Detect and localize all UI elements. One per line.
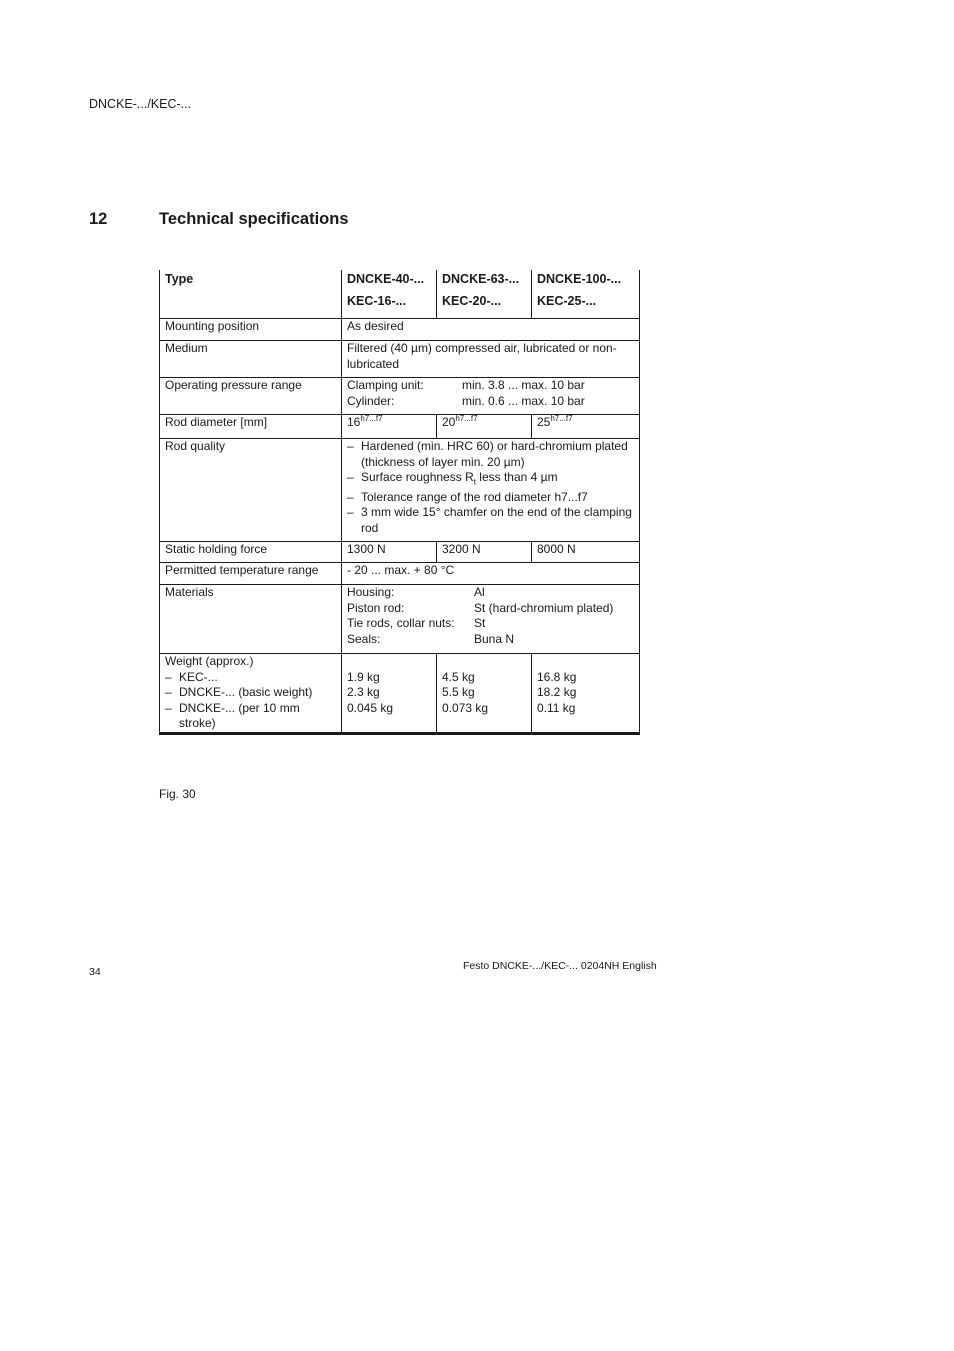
header-col-2-line1: DNCKE-63-... — [442, 272, 520, 286]
weight-value: 0.073 kg — [442, 700, 489, 715]
pair-value: St (hard-chromium plated) — [474, 600, 614, 615]
row-value — [342, 585, 640, 654]
list-item-text: Surface roughness R — [361, 470, 474, 484]
rod-diameter-base: 25 — [537, 415, 551, 429]
document-header: DNCKE-.../KEC-... — [89, 97, 192, 111]
list-item — [347, 470, 634, 490]
list-item: – DNCKE-... (basic weight) — [165, 685, 336, 701]
rod-diameter-2 — [437, 415, 532, 439]
table-row-rod-quality — [160, 439, 640, 542]
header-col-1-line1: DNCKE-40-... — [347, 272, 425, 286]
row-label: Operating pressure range — [160, 378, 342, 415]
pair-value: Al — [474, 585, 485, 599]
header-col-2-line2: KEC-20-... — [442, 294, 502, 308]
row-value: - 20 ... max. + 80 °C — [342, 563, 640, 585]
rod-quality-list — [347, 439, 634, 536]
footer-text: Festo DNCKE-.../KEC-... 0204NH English — [463, 960, 657, 972]
rod-diameter-1 — [342, 415, 437, 439]
row-label — [160, 654, 342, 734]
list-item-text: less than 4 µm — [475, 470, 558, 484]
section-number: 12 — [89, 210, 108, 228]
rod-diameter-tolerance: h7...f7 — [550, 414, 573, 423]
pair-value: min. 0.6 ... max. 10 bar — [462, 393, 585, 408]
header-col-2 — [437, 270, 532, 319]
row-label: Permitted temperature range — [160, 563, 342, 585]
weight-col-3 — [532, 654, 640, 734]
table-row-rod-diameter — [160, 415, 640, 439]
list-item: – DNCKE-... (per 10 mm stroke) — [165, 701, 336, 732]
table-row-holding-force — [160, 542, 640, 563]
table-header-row — [160, 270, 640, 319]
table-row-pressure — [160, 378, 640, 415]
row-label: Static holding force — [160, 542, 342, 563]
row-value: As desired — [342, 319, 640, 341]
pair-value: St — [474, 616, 486, 630]
pair-key: Seals: — [347, 631, 381, 646]
pressure-cylinder — [347, 394, 634, 410]
rod-diameter-base: 20 — [442, 415, 456, 429]
weight-sub-labels — [165, 670, 336, 732]
header-col-1-line2: KEC-16-... — [347, 294, 407, 308]
pair-value: min. 3.8 ... max. 10 bar — [462, 378, 585, 392]
pressure-clamping — [347, 378, 634, 394]
section-title: Technical specifications — [159, 210, 349, 228]
figure-caption: Fig. 30 — [159, 787, 196, 801]
row-label: Medium — [160, 341, 342, 378]
list-item: – Tolerance range of the rod diameter h7...f7 — [347, 490, 634, 506]
rod-diameter-tolerance: h7...f7 — [455, 414, 478, 423]
row-value: Filtered (40 µm) compressed air, lubricated or non-lubricated — [342, 341, 640, 378]
table-row-medium — [160, 341, 640, 378]
rod-diameter-3 — [532, 415, 640, 439]
holding-force-3: 8000 N — [532, 542, 640, 563]
row-label: Rod quality — [160, 439, 342, 542]
material-pair — [347, 632, 634, 648]
header-type-label: Type — [165, 272, 194, 286]
pair-key: Piston rod: — [347, 600, 405, 615]
header-col-3 — [532, 270, 640, 319]
header-col-1 — [342, 270, 437, 319]
holding-force-1: 1300 N — [342, 542, 437, 563]
weight-label: Weight (approx.) — [165, 654, 254, 668]
row-value — [342, 439, 640, 542]
table-row-mounting — [160, 319, 640, 341]
list-item: – Hardened (min. HRC 60) or hard-chromium plated (thickness of layer min. 20 µm) — [347, 439, 634, 470]
table-row-materials — [160, 585, 640, 654]
weight-value: 0.045 kg — [347, 700, 394, 715]
list-item: – 3 mm wide 15° chamfer on the end of the clamping rod — [347, 505, 634, 536]
material-pair — [347, 616, 634, 632]
list-item-subscript: t — [473, 477, 476, 487]
header-type — [160, 270, 342, 319]
weight-value: 16.8 kg — [537, 669, 577, 684]
weight-col-2 — [437, 654, 532, 734]
row-label: Mounting position — [160, 319, 342, 341]
pair-key: Cylinder: — [347, 393, 395, 408]
material-pair — [347, 601, 634, 617]
list-item: – KEC-... — [165, 670, 336, 686]
row-value — [342, 378, 640, 415]
holding-force-2: 3200 N — [437, 542, 532, 563]
pair-key: Clamping unit: — [347, 378, 424, 392]
table-row-temperature — [160, 563, 640, 585]
pair-value: Buna N — [474, 631, 515, 646]
rod-diameter-base: 16 — [347, 415, 361, 429]
table-row-weight — [160, 654, 640, 734]
weight-value: 5.5 kg — [442, 685, 475, 699]
material-pair — [347, 585, 634, 601]
pair-key: Tie rods, collar nuts: — [347, 616, 455, 630]
weight-value: 2.3 kg — [347, 685, 380, 699]
weight-col-1 — [342, 654, 437, 734]
pair-key: Housing: — [347, 585, 395, 599]
weight-value: 1.9 kg — [347, 669, 380, 684]
row-label: Rod diameter [mm] — [160, 415, 342, 439]
page-number: 34 — [89, 966, 101, 978]
header-col-3-line2: KEC-25-... — [537, 294, 597, 308]
spec-table — [159, 270, 640, 735]
row-label: Materials — [160, 585, 342, 654]
rod-diameter-tolerance: h7...f7 — [360, 414, 383, 423]
weight-value: 18.2 kg — [537, 685, 577, 699]
weight-value: 0.11 kg — [537, 700, 576, 715]
weight-value: 4.5 kg — [442, 669, 475, 684]
header-col-3-line1: DNCKE-100-... — [537, 272, 622, 286]
